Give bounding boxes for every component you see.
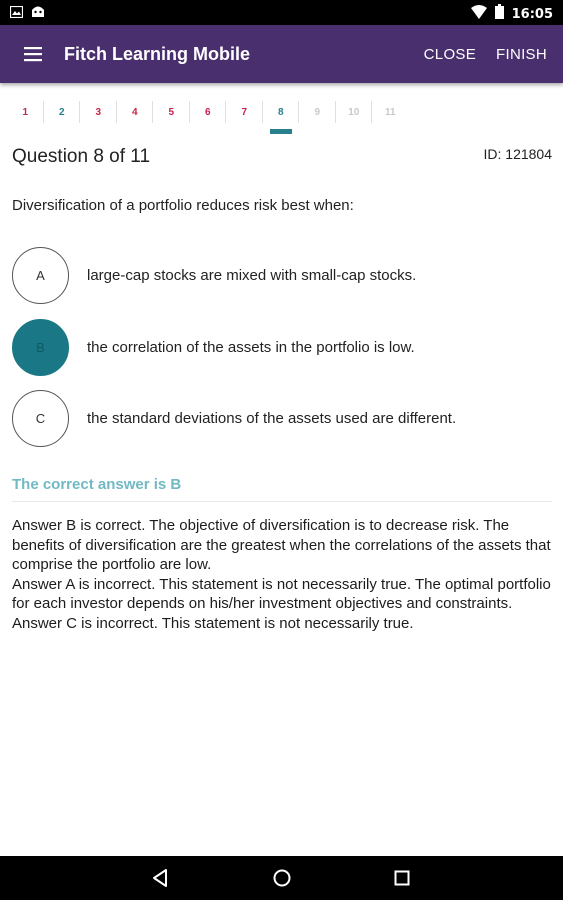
option-c[interactable] (12, 389, 552, 447)
question-header (12, 146, 552, 168)
app-title: Fitch Learning Mobile (64, 44, 251, 64)
app-actions (424, 46, 547, 63)
close-button[interactable]: CLOSE (423, 46, 477, 63)
question-tab-number: 11 (384, 107, 396, 118)
question-tab-1[interactable] (7, 96, 44, 134)
question-tab-number: 3 (95, 107, 102, 118)
option-b[interactable] (12, 318, 552, 376)
question-tab-8[interactable] (263, 96, 300, 134)
question-tab-number: 1 (22, 107, 29, 118)
option-a-text: large-cap stocks are mixed with small-cap stocks. (87, 266, 417, 284)
question-tab-number: 8 (277, 107, 284, 118)
question-tab-6[interactable] (190, 96, 227, 134)
wifi-icon (471, 5, 487, 24)
question-id: ID: 121804 (483, 146, 552, 162)
option-b-text: the correlation of the assets in the portfolio is low. (87, 338, 415, 356)
battery-icon (495, 4, 504, 24)
option-a[interactable] (12, 246, 552, 304)
image-notification-icon (10, 5, 23, 23)
question-tab-3[interactable] (80, 96, 117, 134)
answer-explanation (12, 516, 557, 633)
status-bar (0, 0, 563, 25)
question-tab-9[interactable] (299, 96, 336, 134)
option-c-circle[interactable]: C (12, 390, 69, 447)
android-notification-icon (31, 5, 45, 23)
question-tabs (7, 96, 409, 134)
divider (12, 501, 552, 502)
question-tab-number: 6 (204, 107, 211, 118)
recents-icon[interactable] (390, 866, 414, 890)
question-tab-7[interactable] (226, 96, 263, 134)
question-tab-4[interactable] (117, 96, 154, 134)
option-b-circle[interactable]: B (12, 319, 69, 376)
finish-button[interactable]: FINISH (496, 46, 547, 63)
navigation-bar (0, 856, 563, 900)
option-a-circle[interactable]: A (12, 247, 69, 304)
home-icon[interactable] (270, 866, 294, 890)
option-c-text: the standard deviations of the assets used are different. (87, 409, 457, 427)
question-tab-number: 9 (314, 107, 321, 118)
status-time: 16:05 (511, 6, 553, 22)
explanation-paragraph: Answer A is incorrect. This statement is not necessarily true. The optimal portfolio for each investor depends on his/her investment objectives and constraints. (12, 575, 551, 612)
question-tab-number: 2 (58, 107, 65, 118)
question-tab-2[interactable] (44, 96, 81, 134)
question-tab-number: 5 (168, 107, 175, 118)
current-tab-indicator (270, 129, 293, 134)
question-counter: Question 8 of 11 (12, 146, 151, 167)
correct-answer-heading: The correct answer is B (12, 476, 182, 493)
question-tab-number: 10 (348, 107, 360, 118)
question-text: Diversification of a portfolio reduces risk best when: (12, 197, 354, 214)
question-tab-number: 4 (131, 107, 138, 118)
question-tab-10[interactable] (336, 96, 373, 134)
system-icons (471, 4, 553, 24)
app-bar (0, 25, 563, 83)
notification-icons (10, 5, 45, 23)
question-tab-11[interactable] (372, 96, 409, 134)
menu-icon[interactable] (22, 43, 44, 65)
back-icon[interactable] (149, 866, 173, 890)
explanation-paragraph: Answer B is correct. The objective of diversification is to decrease risk. The benefits of diversification are the greatest when the correlations of the assets that comprise the portfolio are low. (12, 517, 551, 573)
explanation-paragraph: Answer C is incorrect. This statement is not necessarily true. (12, 614, 414, 632)
question-tab-5[interactable] (153, 96, 190, 134)
question-tab-number: 7 (241, 107, 248, 118)
